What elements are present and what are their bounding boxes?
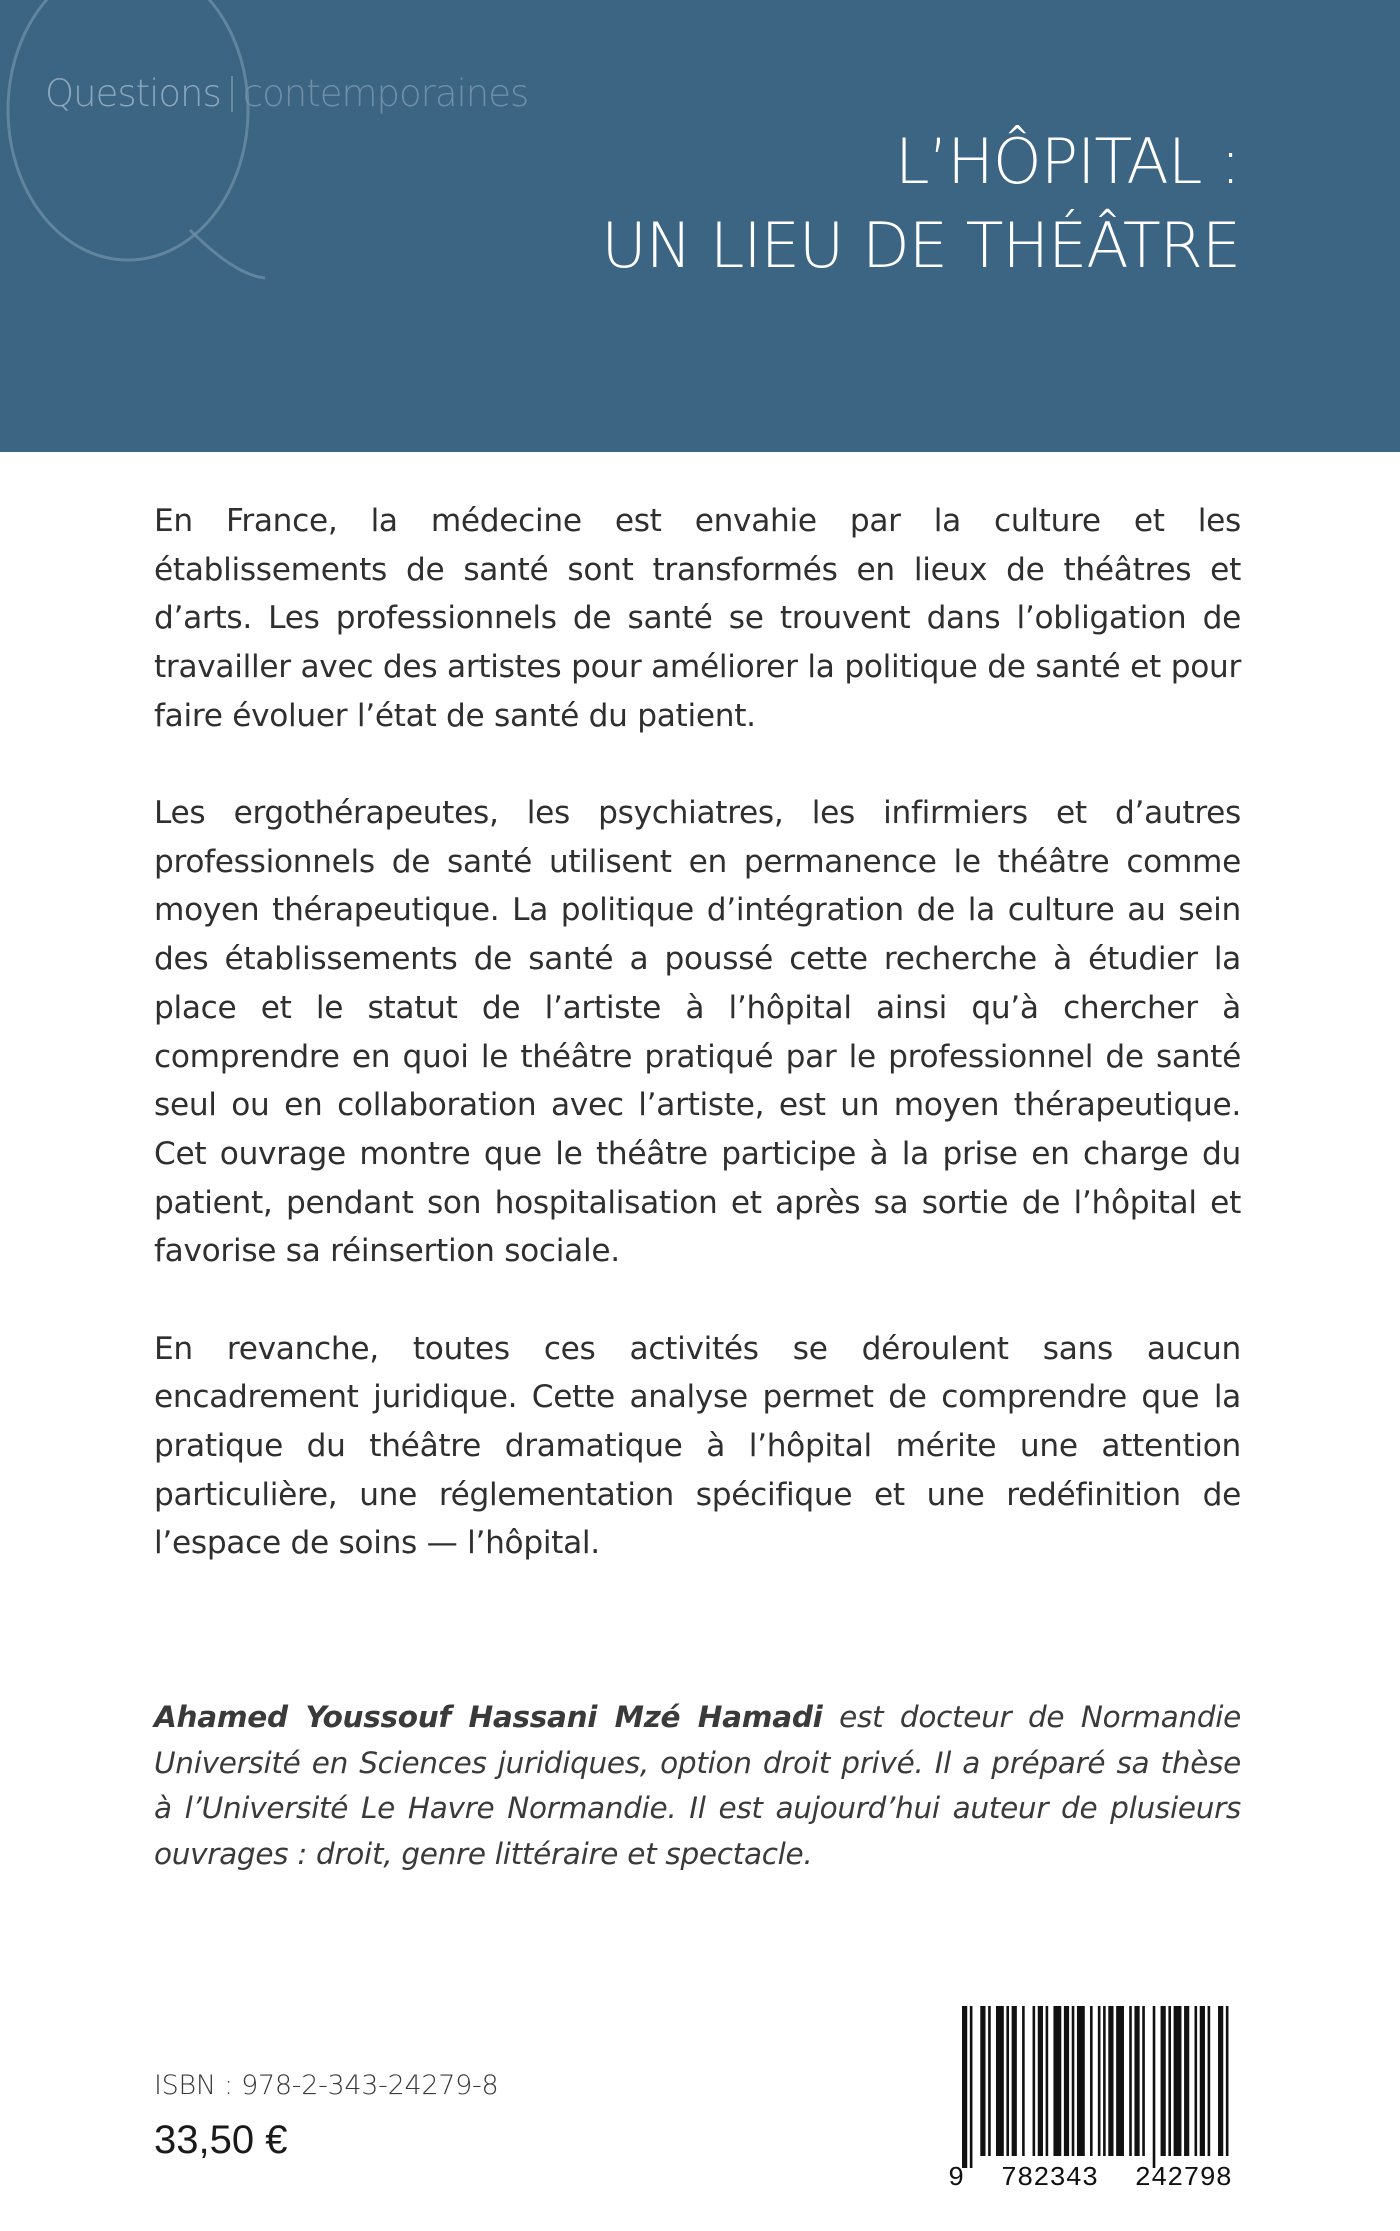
barcode-bar bbox=[1046, 2006, 1049, 2156]
barcode-bar bbox=[996, 2006, 1004, 2156]
price: 33,50 € bbox=[154, 2118, 288, 2162]
barcode-bar bbox=[1168, 2006, 1171, 2156]
author-name: Ahamed Youssouf Hassani Mzé Hamadi bbox=[154, 1700, 823, 1734]
barcode-bar bbox=[1218, 2006, 1223, 2156]
blurb-paragraph-3: En revanche, toutes ces activités se déroulent sans aucun encadrement juridique. Cette analyse permet de comprendre que la pratique du théâtre dramatique à l’hôpital mérite une attention particulière, une réglementation spécifique et une redéfinition de l’espace de soins — l’hôpital. bbox=[154, 1330, 1241, 1562]
barcode-bar bbox=[1077, 2006, 1085, 2156]
barcode-bar bbox=[1108, 2006, 1113, 2156]
barcode-bar bbox=[1103, 2006, 1106, 2156]
barcode-bar bbox=[1053, 2006, 1061, 2156]
barcode-bar bbox=[1195, 2006, 1198, 2156]
q-logo-icon bbox=[0, 0, 300, 300]
series-name bbox=[45, 72, 528, 115]
cover-header bbox=[0, 0, 1400, 452]
barcode-bar bbox=[1184, 2006, 1189, 2156]
barcode-bar bbox=[1134, 2006, 1139, 2156]
barcode-bar bbox=[962, 2006, 967, 2168]
barcode-bar bbox=[1174, 2006, 1182, 2156]
book-title-line-2: UN LIEU DE THÉÂTRE bbox=[601, 209, 1240, 282]
barcode-bar bbox=[1098, 2006, 1101, 2156]
barcode-bar bbox=[1142, 2006, 1145, 2156]
barcode-bar bbox=[980, 2006, 985, 2156]
barcode-bar bbox=[1064, 2006, 1069, 2156]
barcode-bar bbox=[1161, 2006, 1166, 2156]
barcode-bar bbox=[1226, 2006, 1229, 2156]
barcode-digits bbox=[948, 2164, 1232, 2194]
barcode-bar bbox=[1012, 2006, 1017, 2156]
isbn: ISBN : 978-2-343-24279-8 bbox=[154, 2070, 499, 2101]
barcode-digit-group-2: 242798 bbox=[1134, 2164, 1232, 2194]
barcode-bar bbox=[1200, 2006, 1205, 2156]
barcode-bar bbox=[1038, 2006, 1043, 2156]
barcode-digit-prefix: 9 bbox=[948, 2164, 965, 2194]
barcode-digit-group-1: 782343 bbox=[1000, 2164, 1099, 2194]
barcode-bar bbox=[1129, 2006, 1132, 2156]
barcode-bar bbox=[988, 2006, 991, 2156]
series-word-1: Questions bbox=[45, 72, 221, 115]
blurb-paragraph-2: Les ergothérapeutes, les psychiatres, les infirmiers et d’autres professionnels de santé utilisent en permanence le théâtre comme moyen thérapeutique. La politique d’intégration de la culture au sein des établissements de santé a poussé cette recherche à étudier la place et le statut de l’artiste à l’hôpital ainsi qu’à chercher à comprendre en quoi le théâtre pratiqué par le professionnel de santé seul ou en collaboration avec l’artiste, est un moyen thérapeutique. Cet ouvrage montre que le théâtre participe à la prise en charge du patient, pendant son hospitalisation et après sa sortie de l’hôpital et favorise sa réinsertion sociale. bbox=[154, 795, 1241, 1270]
barcode-bar bbox=[1072, 2006, 1075, 2156]
blurb-paragraph-1: En France, la médecine est envahie par la culture et les établissements de santé sont transformés en lieux de théâtres et d’arts. Les professionnels de santé se trouvent dans l’obligation de travailler avec des artistes pour améliorer la politique de santé et pour faire évoluer l’état de santé du patient. bbox=[154, 503, 1241, 734]
barcode-bar bbox=[970, 2006, 973, 2168]
barcode-bar bbox=[1022, 2006, 1025, 2156]
book-title-line-1: L’HÔPITAL : bbox=[895, 125, 1240, 198]
author-bio-text: est docteur de Normandie Université en Sciences juridiques, option droit privé. Il a préparé sa thèse à l’Université Le Havre Normandie. Il est aujourd’hui auteur de plusieurs ouvrages : droit, genre littéraire et spectacle. bbox=[154, 1700, 1241, 1871]
book-title bbox=[601, 120, 1240, 288]
blurb bbox=[154, 497, 1241, 1617]
series-separator bbox=[231, 76, 233, 112]
barcode-bar bbox=[1208, 2006, 1211, 2156]
barcode-bar bbox=[1006, 2006, 1009, 2156]
barcode-bar bbox=[1153, 2006, 1156, 2168]
barcode-bar bbox=[1090, 2006, 1093, 2156]
author-bio bbox=[154, 1695, 1241, 1877]
series-word-2: contemporaines bbox=[242, 72, 529, 115]
barcode-bar bbox=[1033, 2006, 1036, 2156]
barcode-bar bbox=[1116, 2006, 1124, 2156]
